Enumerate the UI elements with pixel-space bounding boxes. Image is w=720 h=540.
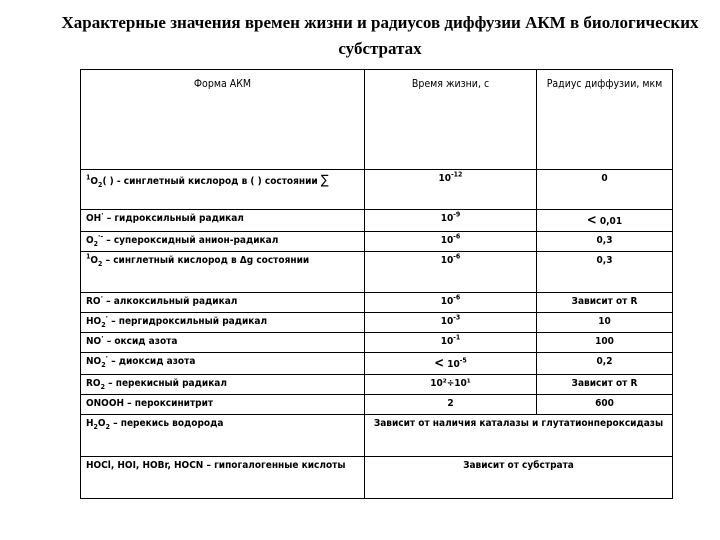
cell-lifetime: 2	[365, 395, 537, 415]
cell-form: $H_2O_2$ – перекись водорода	[81, 415, 365, 457]
cell-lifetime: $10^{-6}$	[365, 232, 537, 252]
cell-merged: Зависит от наличия каталазы и глутатионпероксидазы	[365, 415, 673, 457]
table-header-row	[81, 70, 673, 170]
cell-lifetime: $10^{-6}$	[365, 252, 537, 293]
table-row	[81, 353, 673, 375]
cell-form: $^1O_2$ – синглетный кислород в Δg состоянии	[81, 252, 365, 293]
table-row	[81, 210, 673, 232]
table-row	[81, 293, 673, 313]
header-form: Форма АКМ	[81, 70, 365, 170]
table-row	[81, 252, 673, 293]
table-row	[81, 313, 673, 333]
cell-radius: 100	[537, 333, 673, 353]
cell-form: $NO_2^\cdot$ – диоксид азота	[81, 353, 365, 375]
table-row	[81, 395, 673, 415]
cell-form: HOCl, HOI, HOBr, HOCN – гипогалогенные кислоты	[81, 457, 365, 499]
cell-radius: < 0,01	[537, 210, 673, 232]
cell-radius: Зависит от R	[537, 293, 673, 313]
cell-form: ONOOH – пероксинитрит	[81, 395, 365, 415]
header-radius: Радиус диффузии, мкм	[537, 70, 673, 170]
cell-radius: Зависит от R	[537, 375, 673, 395]
table-row	[81, 170, 673, 210]
table-row	[81, 457, 673, 499]
cell-form: $HO_2^\cdot$ – пергидроксильный радикал	[81, 313, 365, 333]
cell-lifetime: $10^{-12}$	[365, 170, 537, 210]
cell-radius: 10	[537, 313, 673, 333]
sigma-symbol-icon: ∑	[320, 173, 329, 188]
cell-radius: 0,2	[537, 353, 673, 375]
cell-radius: 0	[537, 170, 673, 210]
cell-form: $^1O_2$( ) - синглетный кислород в ( ) состоянии ∑	[81, 170, 365, 210]
slide-title: Характерные значения времен жизни и радиусов диффузии АКМ в биологических субстратах	[61, 13, 699, 58]
table-row	[81, 415, 673, 457]
akm-table	[80, 69, 673, 499]
cell-lifetime: 10²÷10¹	[365, 375, 537, 395]
table-row	[81, 232, 673, 252]
table-row	[81, 375, 673, 395]
cell-lifetime: $10^{-9}$	[365, 210, 537, 232]
cell-merged: Зависит от субстрата	[365, 457, 673, 499]
cell-form: RO· – алкоксильный радикал	[81, 293, 365, 313]
cell-form: $RO_2$ – перекисный радикал	[81, 375, 365, 395]
cell-form: OH· – гидроксильный радикал	[81, 210, 365, 232]
cell-form: $O_2^{\cdot-}$ – супероксидный анион-радикал	[81, 232, 365, 252]
cell-radius: 600	[537, 395, 673, 415]
cell-lifetime: $10^{-3}$	[365, 313, 537, 333]
cell-lifetime: $10^{-6}$	[365, 293, 537, 313]
header-lifetime: Время жизни, с	[365, 70, 537, 170]
cell-lifetime: < $10^{-5}$	[365, 353, 537, 375]
cell-radius: 0,3	[537, 252, 673, 293]
cell-lifetime: $10^{-1}$	[365, 333, 537, 353]
table-row	[81, 333, 673, 353]
cell-form: NO· – оксид азота	[81, 333, 365, 353]
cell-radius: 0,3	[537, 232, 673, 252]
